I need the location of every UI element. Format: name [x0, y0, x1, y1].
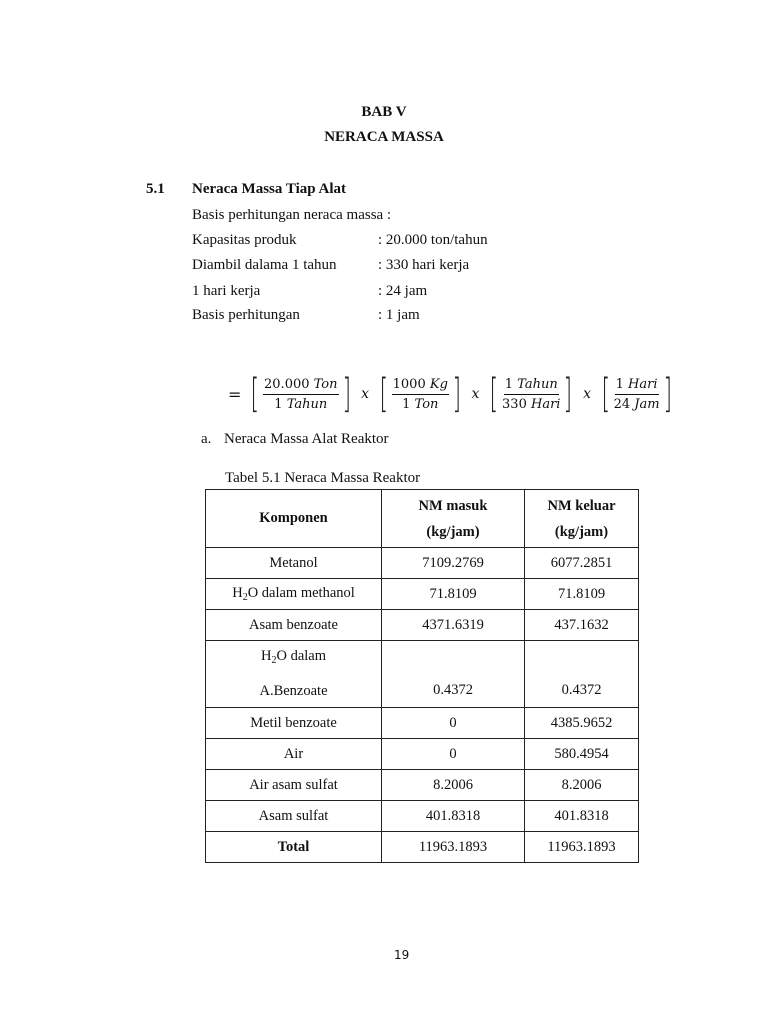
basis-value-diambil: : 330 hari kerja	[378, 257, 470, 273]
formula-equals: =	[228, 384, 242, 404]
fraction-tahun-per-hari: [ $\frac{\text{1 Tahun}}{\text{330 Hari}}$ ]	[489, 371, 573, 417]
row-component: Metanol	[206, 548, 382, 579]
row-component: Asam sulfat	[206, 801, 382, 832]
header-nm-masuk: NM masuk (kg/jam)	[382, 490, 525, 548]
formula-times-1: x	[361, 386, 370, 402]
basis-label-diambil: Diambil dalama 1 tahun	[192, 257, 337, 273]
row-in: 0.4372	[382, 641, 525, 708]
table-row	[206, 610, 639, 641]
table-row	[206, 739, 639, 770]
fraction-hari-per-jam: [ $\frac{\text{1 Hari}}{\text{24 Jam}}$ ]	[601, 371, 672, 417]
table-caption: Tabel 5.1 Neraca Massa Reaktor	[225, 470, 421, 486]
chapter-heading: BAB V	[361, 104, 407, 120]
basis-value-kapasitas: : 20.000 ton/tahun	[378, 232, 488, 248]
row-component: $H_2O$ dalam methanol	[206, 579, 382, 610]
row-out-total: 11963.1893	[525, 832, 639, 863]
conversion-formula	[228, 372, 675, 416]
table-row	[206, 770, 639, 801]
row-out: 71.8109	[525, 579, 639, 610]
header-nm-keluar: NM keluar (kg/jam)	[525, 490, 639, 548]
row-in: 4371.6319	[382, 610, 525, 641]
table-row	[206, 801, 639, 832]
table-row	[206, 579, 639, 610]
row-in: 0	[382, 708, 525, 739]
chapter-title: NERACA MASSA	[324, 129, 444, 145]
header-komponen: Komponen	[206, 490, 382, 548]
row-component: Air	[206, 739, 382, 770]
row-out: 401.8318	[525, 801, 639, 832]
row-component-total: Total	[206, 832, 382, 863]
row-out: 8.2006	[525, 770, 639, 801]
fraction-kg-per-ton: [ $\frac{1000 Kg}{\text{1 Ton}}$ ]	[379, 371, 462, 417]
section-title: Neraca Massa Tiap Alat	[192, 181, 347, 197]
row-in: 0	[382, 739, 525, 770]
row-in: 7109.2769	[382, 548, 525, 579]
table-row	[206, 708, 639, 739]
row-component: Metil benzoate	[206, 708, 382, 739]
table-header-row	[206, 490, 639, 548]
row-out: 6077.2851	[525, 548, 639, 579]
table-row	[206, 548, 639, 579]
row-component: Asam benzoate	[206, 610, 382, 641]
row-out: 0.4372	[525, 641, 639, 708]
row-in: 8.2006	[382, 770, 525, 801]
page-number: 19	[394, 948, 410, 962]
mass-balance-table	[205, 489, 639, 863]
basis-label-perhitungan: Basis perhitungan	[192, 307, 300, 323]
table-total-row	[206, 832, 639, 863]
basis-label-kapasitas: Kapasitas produk	[192, 232, 297, 248]
row-component: Air asam sulfat	[206, 770, 382, 801]
row-out: 437.1632	[525, 610, 639, 641]
formula-times-2: x	[471, 386, 480, 402]
basis-label-harikerja: 1 hari kerja	[192, 283, 261, 299]
fraction-ton-per-tahun: [ $\frac{\text{20.000 Ton}}{\text{1 Tahun}}$ ]	[250, 371, 351, 417]
section-number: 5.1	[146, 181, 165, 197]
row-in-total: 11963.1893	[382, 832, 525, 863]
basis-value-harikerja: : 24 jam	[378, 283, 428, 299]
row-out: 4385.9652	[525, 708, 639, 739]
basis-value-perhitungan: : 1 jam	[378, 307, 420, 323]
subsection-letter: a.	[201, 431, 212, 447]
table-row	[206, 641, 639, 708]
row-component: $H_2O$ dalam A.Benzoate	[206, 641, 382, 708]
basis-intro: Basis perhitungan neraca massa :	[192, 207, 392, 223]
row-in: 71.8109	[382, 579, 525, 610]
row-out: 580.4954	[525, 739, 639, 770]
formula-times-3: x	[583, 386, 591, 402]
row-in: 401.8318	[382, 801, 525, 832]
subsection-title: Neraca Massa Alat Reaktor	[224, 431, 389, 447]
